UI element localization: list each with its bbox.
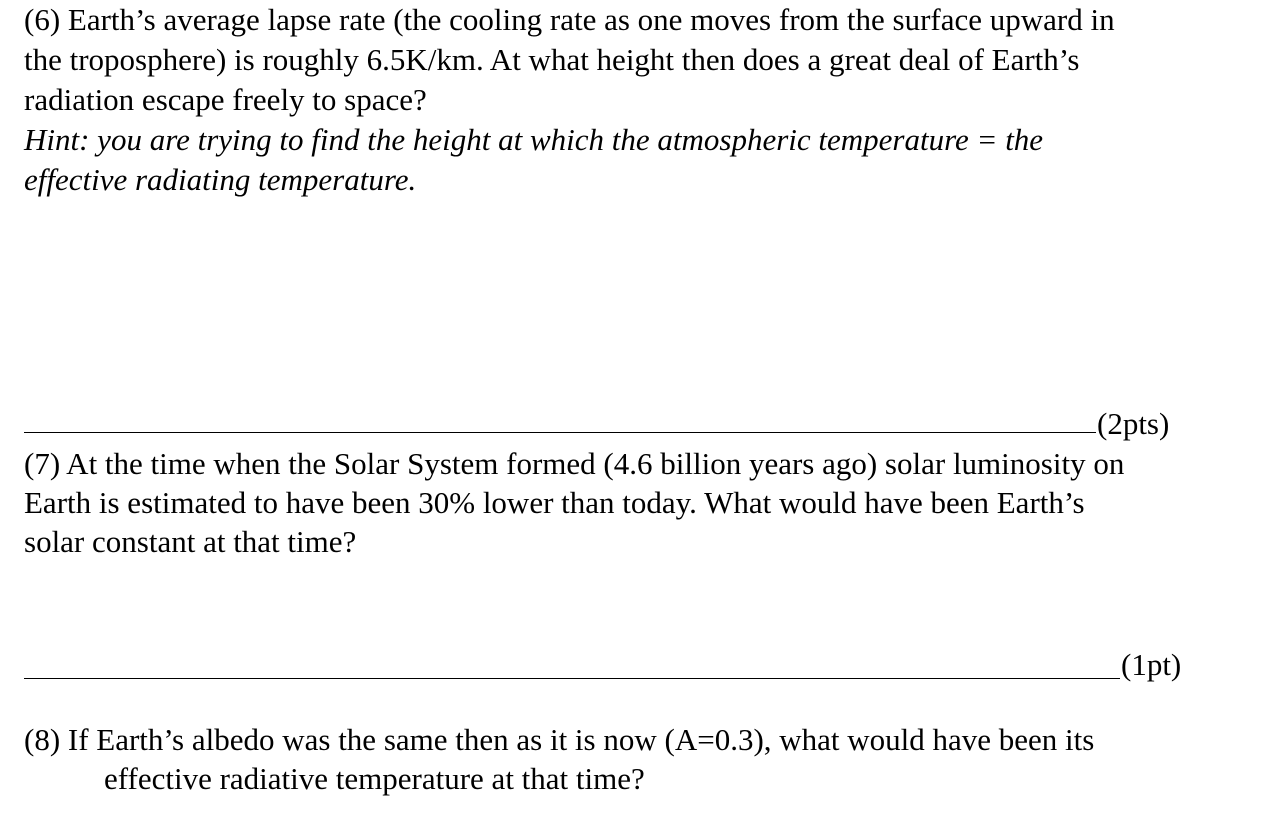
- q7-text-line-3: solar constant at that time?: [24, 524, 357, 559]
- q6-hint-line-1: Hint: you are trying to find the height at which the atmospheric temperature = the: [24, 122, 1044, 157]
- q6-text-line-3: radiation escape freely to space?: [24, 82, 427, 117]
- q7-answer-line: [24, 678, 1120, 679]
- q6-text-line-2: the troposphere) is roughly 6.5K/km. At what height then does a great deal of Earth’s: [24, 42, 1080, 77]
- q7-text-line-1: (7) At the time when the Solar System formed (4.6 billion years ago) solar luminosity on: [24, 446, 1125, 481]
- q6-answer-line: [24, 432, 1096, 433]
- q8-text-line-2: effective radiative temperature at that time?: [104, 761, 645, 796]
- q7-points: (1pt): [1121, 647, 1182, 682]
- q6-points: (2pts): [1097, 406, 1170, 441]
- q8-text-line-1: (8) If Earth’s albedo was the same then as it is now (A=0.3), what would have been its: [24, 722, 1095, 757]
- q7-text-line-2: Earth is estimated to have been 30% lower than today. What would have been Earth’s: [24, 485, 1085, 520]
- q6-hint-line-2: effective radiating temperature.: [24, 162, 417, 197]
- q6-text-line-1: (6) Earth’s average lapse rate (the cooling rate as one moves from the surface upward in: [24, 2, 1115, 37]
